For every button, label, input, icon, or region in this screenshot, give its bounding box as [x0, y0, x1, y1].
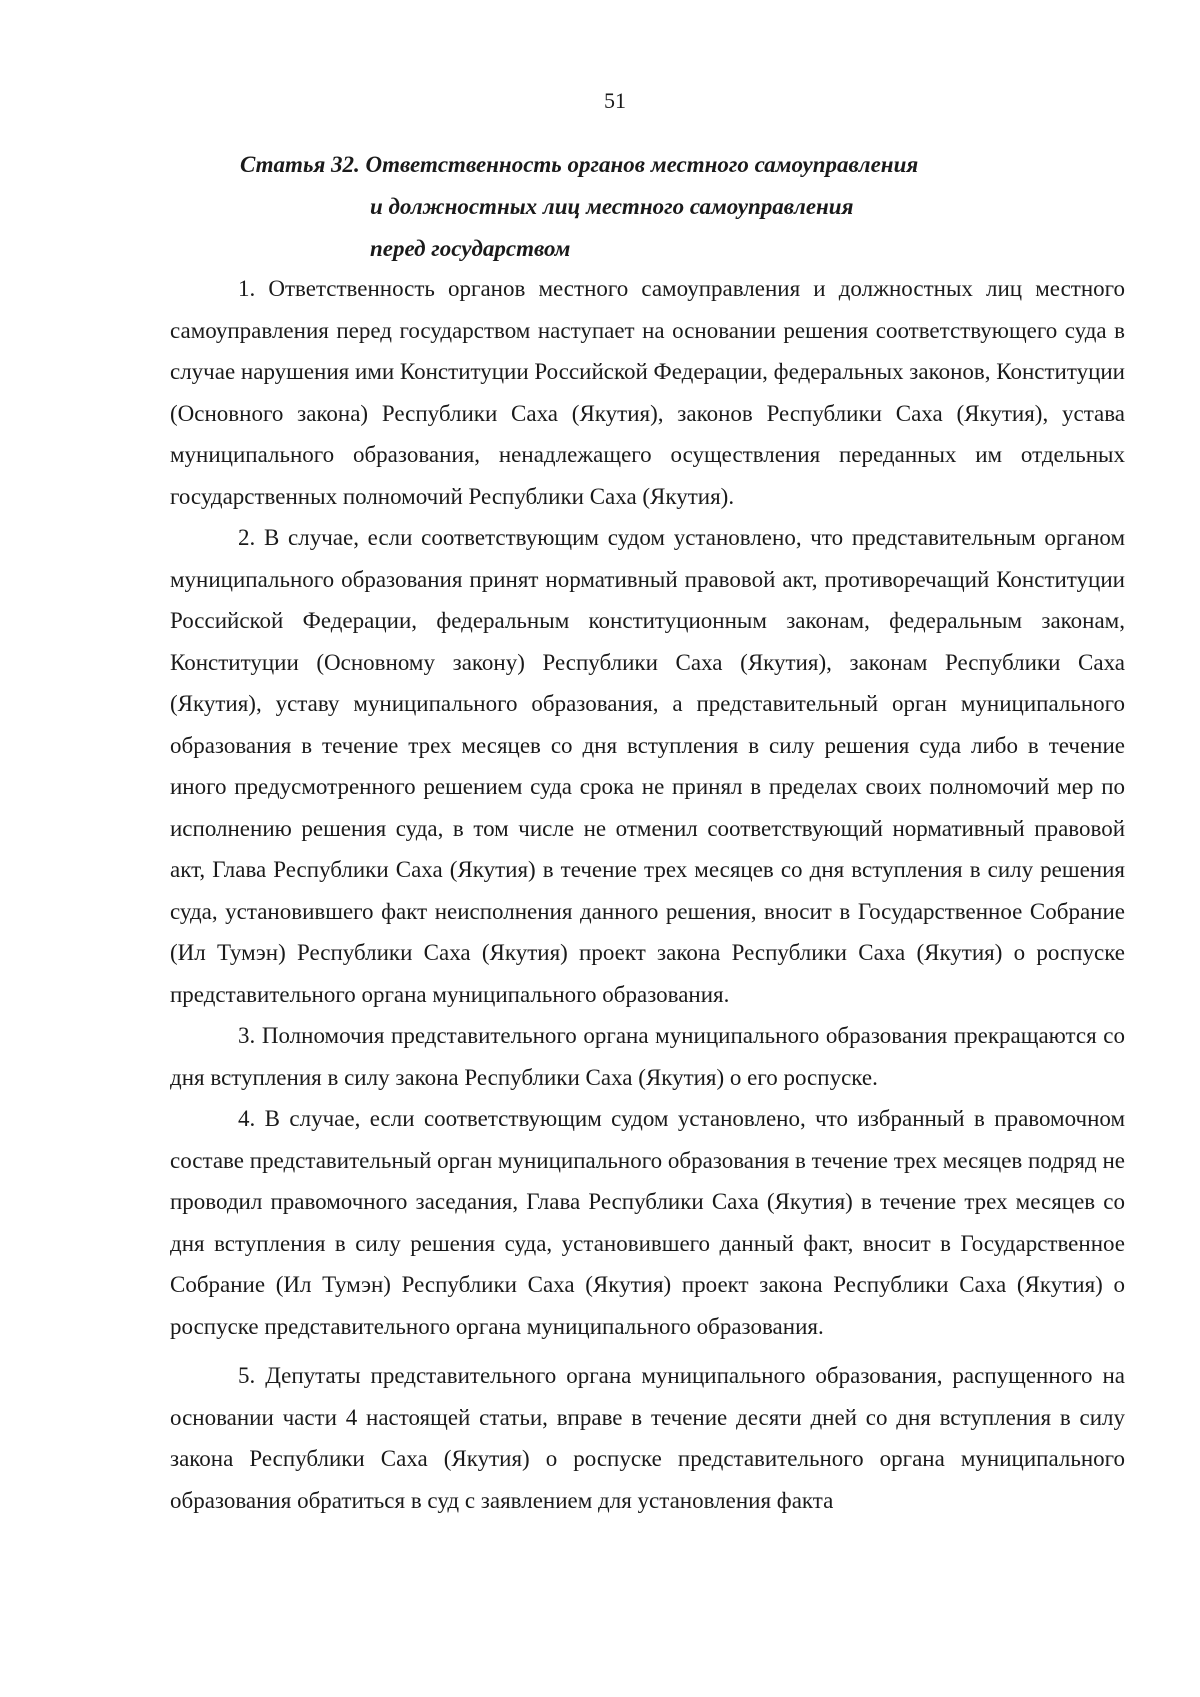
article-heading-line-3: перед государством [370, 236, 571, 261]
article-heading-line-1: Статья 32. Ответственность органов местного самоуправления [240, 152, 919, 177]
page-number: 51 [604, 88, 626, 113]
paragraph-1: 1. Ответственность органов местного самоуправления и должностных лиц местного самоуправления перед государством наступает на основании решения соответствующего суда в случае нарушения ими Конституции Российской Федерации, федеральных законов, Конституции (Основного закона) Республики Саха (Якутия), законов Республики Саха (Якутия), устава муниципального образования, ненадлежащего осуществления переданных им отдельных государственных полномочий Республики Саха (Якутия). [170, 276, 1125, 509]
article-heading [240, 144, 1040, 270]
paragraph-3: 3. Полномочия представительного органа муниципального образования прекращаются со дня вступления в силу закона Республики Саха (Якутия) о его роспуске. [170, 1023, 1125, 1090]
paragraph-2: 2. В случае, если соответствующим судом установлено, что представительным органом муниципального образования принят нормативный правовой акт, противоречащий Конституции Российской Федерации, федеральным конституционным законам, федеральным законам, Конституции (Основному закону) Республики Саха (Якутия), законам Республики Саха (Якутия), уставу муниципального образования, а представительный орган муниципального образования в течение трех месяцев со дня вступления в силу решения суда либо в течение иного предусмотренного решением суда срока не принял в пределах своих полномочий мер по исполнению решения суда, в том числе не отменил соответствующий нормативный правовой акт, Глава Республики Саха (Якутия) в течение трех месяцев со дня вступления в силу решения суда, установившего факт неисполнения данного решения, вносит в Государственное Собрание (Ил Тумэн) Республики Саха (Якутия) проект закона Республики Саха (Якутия) о роспуске представительного органа муниципального образования. [170, 525, 1125, 1007]
paragraph-5: 5. Депутаты представительного органа муниципального образования, распущенного на основании части 4 настоящей статьи, вправе в течение десяти дней со дня вступления в силу закона Республики Саха (Якутия) о роспуске представительного органа муниципального образования обратиться в суд с заявлением для установления факта [170, 1363, 1125, 1513]
article-body [170, 268, 1125, 1521]
paragraph-4: 4. В случае, если соответствующим судом установлено, что избранный в правомочном составе представительный орган муниципального образования в течение трех месяцев подряд не проводил правомочного заседания, Глава Республики Саха (Якутия) в течение трех месяцев со дня вступления в силу решения суда, установившего данный факт, вносит в Государственное Собрание (Ил Тумэн) Республики Саха (Якутия) проект закона Республики Саха (Якутия) о роспуске представительного органа муниципального образования. [170, 1106, 1125, 1339]
article-heading-line-2: и должностных лиц местного самоуправления [370, 194, 854, 219]
